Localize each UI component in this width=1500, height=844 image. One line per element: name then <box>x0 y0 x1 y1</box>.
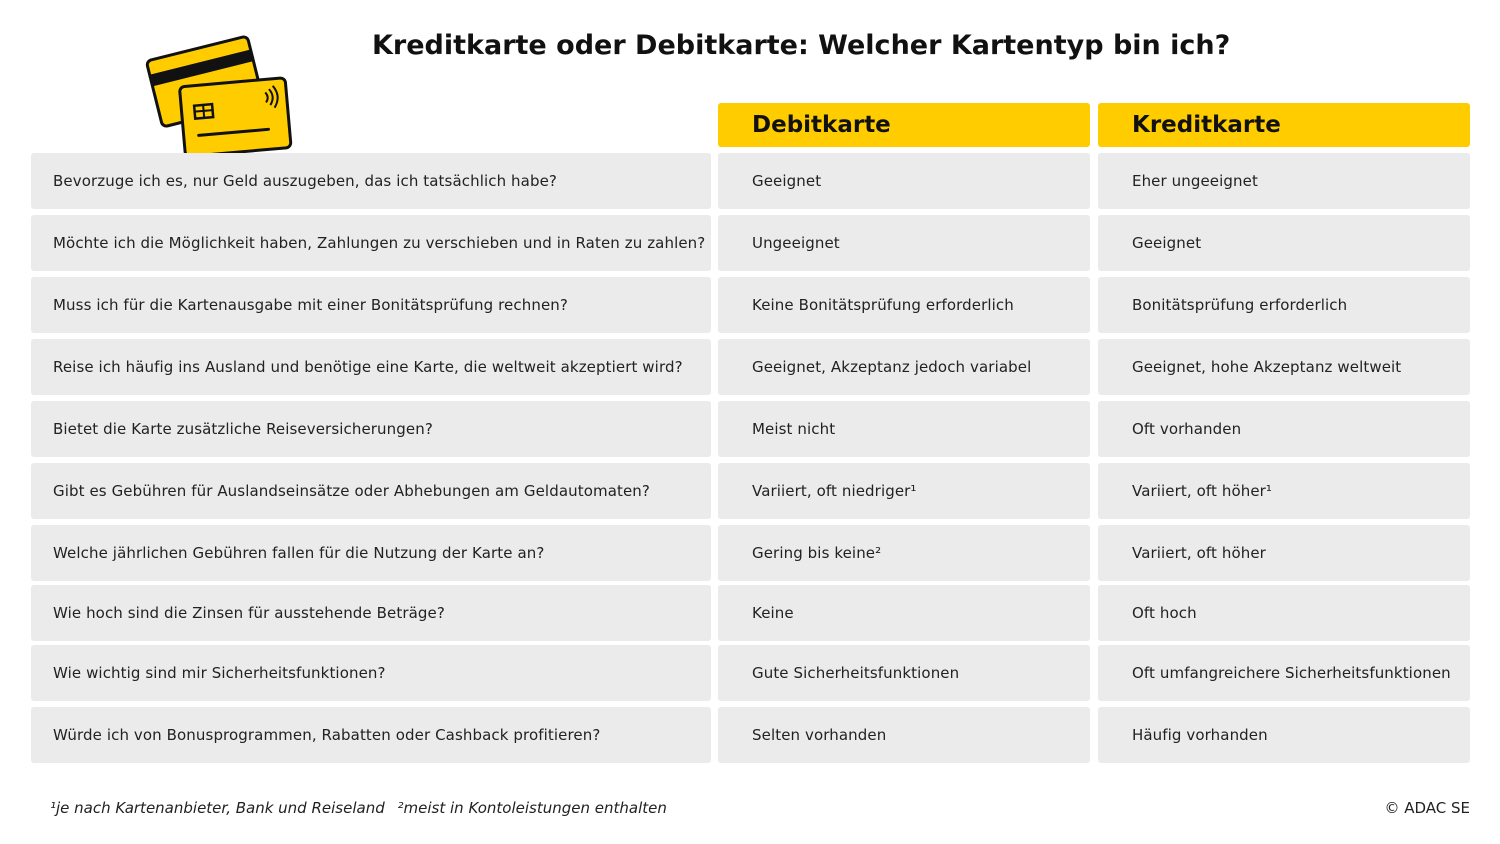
question-cell: Würde ich von Bonusprogrammen, Rabatten oder Cashback profitieren? <box>31 707 711 763</box>
debit-cell: Keine Bonitätsprüfung erforderlich <box>718 277 1090 333</box>
credit-cell: Eher ungeeignet <box>1098 153 1470 209</box>
credit-cell: Geeignet <box>1098 215 1470 271</box>
debit-cell: Variiert, oft niedriger¹ <box>718 463 1090 519</box>
credit-cell: Geeignet, hohe Akzeptanz weltweit <box>1098 339 1470 395</box>
debit-cell: Ungeeignet <box>718 215 1090 271</box>
question-cell: Wie wichtig sind mir Sicherheitsfunktionen? <box>31 645 711 701</box>
credit-cell: Oft umfangreichere Sicherheitsfunktionen <box>1098 645 1470 701</box>
copyright: © ADAC SE <box>1384 799 1470 817</box>
credit-cards-icon <box>145 32 295 157</box>
credit-cell: Variiert, oft höher¹ <box>1098 463 1470 519</box>
question-cell: Bietet die Karte zusätzliche Reiseversicherungen? <box>31 401 711 457</box>
debit-cell: Meist nicht <box>718 401 1090 457</box>
column-header-credit: Kreditkarte <box>1098 103 1470 147</box>
question-cell: Welche jährlichen Gebühren fallen für die Nutzung der Karte an? <box>31 525 711 581</box>
debit-cell: Gute Sicherheitsfunktionen <box>718 645 1090 701</box>
question-cell: Muss ich für die Kartenausgabe mit einer Bonitätsprüfung rechnen? <box>31 277 711 333</box>
question-cell: Reise ich häufig ins Ausland und benötige eine Karte, die weltweit akzeptiert wird? <box>31 339 711 395</box>
question-cell: Wie hoch sind die Zinsen für ausstehende Beträge? <box>31 585 711 641</box>
debit-cell: Geeignet <box>718 153 1090 209</box>
credit-cell: Häufig vorhanden <box>1098 707 1470 763</box>
credit-cell: Bonitätsprüfung erforderlich <box>1098 277 1470 333</box>
question-cell: Gibt es Gebühren für Auslandseinsätze oder Abhebungen am Geldautomaten? <box>31 463 711 519</box>
question-cell: Möchte ich die Möglichkeit haben, Zahlungen zu verschieben und in Raten zu zahlen? <box>31 215 711 271</box>
footnote-2: ²meist in Kontoleistungen enthalten <box>397 799 667 817</box>
credit-cell: Oft vorhanden <box>1098 401 1470 457</box>
question-cell: Bevorzuge ich es, nur Geld auszugeben, das ich tatsächlich habe? <box>31 153 711 209</box>
debit-cell: Keine <box>718 585 1090 641</box>
page-title: Kreditkarte oder Debitkarte: Welcher Kartentyp bin ich? <box>372 30 1231 61</box>
credit-cell: Variiert, oft höher <box>1098 525 1470 581</box>
footnote-1: ¹je nach Kartenanbieter, Bank und Reiseland <box>50 799 385 817</box>
debit-cell: Selten vorhanden <box>718 707 1090 763</box>
column-header-debit: Debitkarte <box>718 103 1090 147</box>
footnotes <box>50 799 667 817</box>
credit-cell: Oft hoch <box>1098 585 1470 641</box>
debit-cell: Gering bis keine² <box>718 525 1090 581</box>
debit-cell: Geeignet, Akzeptanz jedoch variabel <box>718 339 1090 395</box>
